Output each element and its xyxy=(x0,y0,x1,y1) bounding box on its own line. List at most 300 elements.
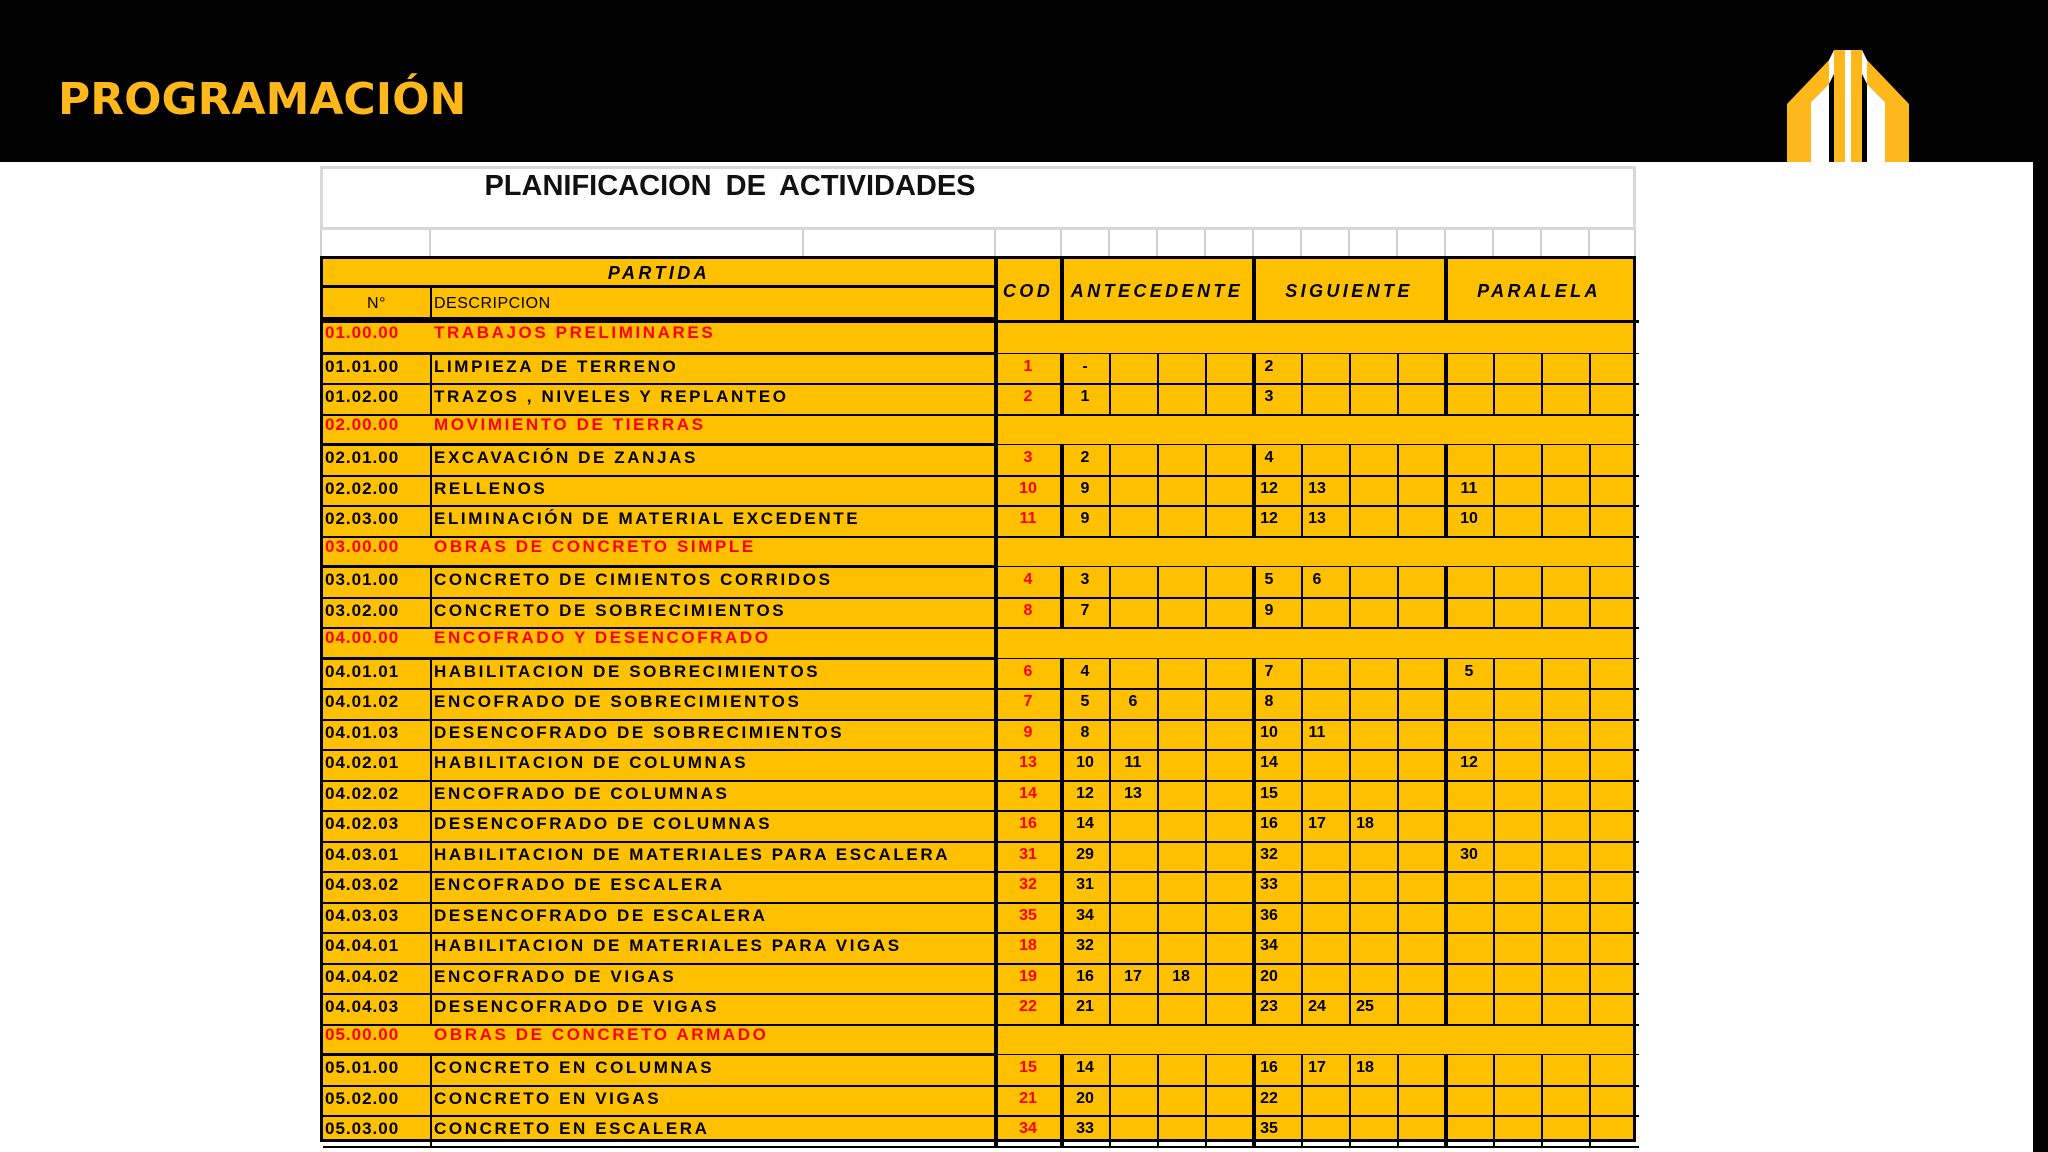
row-num: 04.03.03 xyxy=(325,905,400,925)
row-cod: 7 xyxy=(1023,693,1033,710)
col-line xyxy=(1541,384,1543,415)
col-line xyxy=(430,994,432,1025)
siguiente-value: 12 xyxy=(1260,479,1278,497)
col-line xyxy=(430,781,432,812)
row-cod: 22 xyxy=(1019,998,1037,1015)
col-line xyxy=(1493,872,1495,903)
row-desc: TRAZOS , NIVELES Y REPLANTEO xyxy=(434,387,789,406)
row-desc: RELLENOS xyxy=(434,478,548,498)
col-line xyxy=(1349,445,1351,476)
col-line xyxy=(1301,354,1303,385)
col-line xyxy=(1589,720,1591,751)
col-line xyxy=(1589,445,1591,476)
col-line xyxy=(1060,964,1064,995)
col-line xyxy=(430,964,432,995)
col-line xyxy=(1060,750,1064,781)
row-num: 04.02.03 xyxy=(325,814,400,833)
col-line xyxy=(1541,1055,1543,1086)
col-line xyxy=(1541,872,1543,903)
row-cod: 2 xyxy=(1023,388,1033,405)
col-line xyxy=(1444,567,1448,598)
col-line xyxy=(1349,598,1351,629)
col-line xyxy=(994,720,998,751)
siguiente-value: 32 xyxy=(1260,845,1278,863)
col-line xyxy=(1252,476,1256,507)
col-line xyxy=(1205,903,1207,934)
col-line xyxy=(1060,994,1064,1025)
col-line xyxy=(1589,598,1591,629)
col-line xyxy=(1252,720,1256,751)
grid-divider xyxy=(1204,230,1206,256)
antecedente-value: 31 xyxy=(1076,876,1094,893)
paralela-value: 5 xyxy=(1464,662,1474,680)
row-desc: ELIMINACIÓN DE MATERIAL EXCEDENTE xyxy=(434,509,861,528)
row-num: 04.04.02 xyxy=(325,966,400,986)
siguiente-value: 18 xyxy=(1356,1059,1374,1076)
col-line xyxy=(1444,964,1448,995)
col-line xyxy=(1252,659,1256,690)
row-cod: 1 xyxy=(1023,357,1033,375)
col-line xyxy=(1397,994,1399,1025)
row-cod: 32 xyxy=(1019,876,1037,893)
col-line xyxy=(1349,506,1351,537)
header-partida: PARTIDA xyxy=(607,263,711,283)
right-edge-strip xyxy=(2033,162,2048,1152)
antecedente-value: 4 xyxy=(1080,662,1090,680)
col-line xyxy=(1205,354,1207,385)
col-line xyxy=(1349,1086,1351,1117)
col-line xyxy=(1109,842,1111,873)
col-line xyxy=(1301,659,1303,690)
col-line xyxy=(1301,842,1303,873)
col-line xyxy=(1157,445,1159,476)
col-line xyxy=(1157,1055,1159,1086)
col-line xyxy=(1109,933,1111,964)
col-line xyxy=(1397,750,1399,781)
grid-divider xyxy=(1396,230,1398,256)
col-line xyxy=(1444,872,1448,903)
row-desc: HABILITACION DE COLUMNAS xyxy=(434,753,749,772)
row-cod: 13 xyxy=(1019,754,1037,771)
col-line xyxy=(1444,1086,1448,1117)
col-line xyxy=(1157,964,1159,995)
col-line xyxy=(1205,445,1207,476)
col-line xyxy=(1349,659,1351,690)
section-num: 01.00.00 xyxy=(325,323,400,342)
siguiente-value: 12 xyxy=(1260,510,1278,527)
row-cod: 19 xyxy=(1019,967,1037,985)
col-line xyxy=(1444,659,1448,690)
row-num: 03.01.00 xyxy=(325,570,400,589)
col-line xyxy=(1444,781,1448,812)
col-line xyxy=(994,476,998,507)
col-line xyxy=(1397,933,1399,964)
col-line xyxy=(1301,598,1303,629)
col-line xyxy=(1205,720,1207,751)
col-line xyxy=(1157,689,1159,720)
col-line xyxy=(1205,476,1207,507)
col-line xyxy=(1060,384,1064,415)
col-line xyxy=(1301,933,1303,964)
col-line xyxy=(1589,1116,1591,1147)
col-line xyxy=(1493,1055,1495,1086)
grid-divider xyxy=(1156,230,1158,256)
antecedente-value: 34 xyxy=(1076,906,1094,924)
col-line xyxy=(994,1025,998,1056)
col-line xyxy=(1060,842,1064,873)
row-num: 02.03.00 xyxy=(325,509,400,528)
col-line xyxy=(1109,384,1111,415)
antecedente-value: 17 xyxy=(1124,967,1142,985)
col-line xyxy=(1541,964,1543,995)
col-line xyxy=(1349,689,1351,720)
col-line xyxy=(1397,567,1399,598)
col-line xyxy=(1060,872,1064,903)
col-line xyxy=(1397,445,1399,476)
col-line xyxy=(1493,964,1495,995)
col-line xyxy=(994,842,998,873)
col-line xyxy=(1060,933,1064,964)
row-desc: DESENCOFRADO DE ESCALERA xyxy=(434,905,768,925)
col-line xyxy=(1109,964,1111,995)
grid-divider xyxy=(1588,230,1590,256)
col-line xyxy=(1589,933,1591,964)
col-line xyxy=(1493,1116,1495,1147)
col-line xyxy=(1060,903,1064,934)
col-line xyxy=(1205,1086,1207,1117)
col-line xyxy=(1444,842,1448,873)
col-line xyxy=(1349,476,1351,507)
col-line xyxy=(994,384,998,415)
col-line xyxy=(430,842,432,873)
grid-divider xyxy=(429,230,431,256)
col-line xyxy=(1493,476,1495,507)
col-line xyxy=(1301,689,1303,720)
col-line xyxy=(1301,903,1303,934)
col-line xyxy=(430,598,432,629)
col-line xyxy=(1541,994,1543,1025)
row-cod: 11 xyxy=(1019,510,1037,527)
grid-divider xyxy=(1540,230,1542,256)
col-line xyxy=(1060,811,1064,842)
spreadsheet-gridlines xyxy=(320,230,1636,256)
section-title: ENCOFRADO Y DESENCOFRADO xyxy=(434,628,771,647)
col-line xyxy=(1541,476,1543,507)
col-line xyxy=(1493,842,1495,873)
col-line xyxy=(1493,384,1495,415)
col-line xyxy=(1157,659,1159,690)
header-col-line xyxy=(1444,259,1448,323)
siguiente-value: 14 xyxy=(1260,754,1278,771)
col-line xyxy=(430,811,432,842)
col-line xyxy=(1301,384,1303,415)
col-line xyxy=(1157,506,1159,537)
col-line xyxy=(1541,720,1543,751)
siguiente-value: 36 xyxy=(1260,906,1278,924)
col-line xyxy=(1397,354,1399,385)
col-line xyxy=(1444,689,1448,720)
siguiente-value: 25 xyxy=(1356,998,1374,1015)
siguiente-value: 22 xyxy=(1260,1089,1278,1107)
col-line xyxy=(1157,567,1159,598)
siguiente-value: 13 xyxy=(1308,510,1326,527)
section-title: OBRAS DE CONCRETO ARMADO xyxy=(434,1024,769,1044)
col-line xyxy=(1444,903,1448,934)
antecedente-value: 16 xyxy=(1076,967,1094,985)
antecedente-value: - xyxy=(1082,357,1088,375)
col-line xyxy=(1493,659,1495,690)
row-desc: CONCRETO EN ESCALERA xyxy=(434,1119,710,1138)
col-line xyxy=(994,567,998,598)
siguiente-value: 24 xyxy=(1308,998,1326,1015)
col-line xyxy=(1589,567,1591,598)
row-desc: LIMPIEZA DE TERRENO xyxy=(434,356,679,376)
col-line xyxy=(1205,842,1207,873)
col-line xyxy=(1397,598,1399,629)
col-line xyxy=(1493,506,1495,537)
col-line xyxy=(1397,476,1399,507)
col-line xyxy=(430,750,432,781)
col-line xyxy=(1444,354,1448,385)
grid-divider xyxy=(1060,230,1062,256)
col-line xyxy=(1157,476,1159,507)
header-col-line xyxy=(994,259,998,323)
row-num: 01.02.00 xyxy=(325,387,400,406)
col-line xyxy=(1205,750,1207,781)
row-cod: 10 xyxy=(1019,479,1037,497)
col-line xyxy=(1109,781,1111,812)
col-line xyxy=(430,933,432,964)
col-line xyxy=(1252,750,1256,781)
antecedente-value: 11 xyxy=(1124,754,1142,771)
siguiente-value: 16 xyxy=(1260,1059,1278,1076)
col-line xyxy=(1252,567,1256,598)
row-desc: CONCRETO DE CIMIENTOS CORRIDOS xyxy=(434,570,833,589)
col-line xyxy=(1493,567,1495,598)
row-desc: ENCOFRADO DE VIGAS xyxy=(434,966,677,986)
col-line xyxy=(1541,903,1543,934)
row-num: 05.02.00 xyxy=(325,1088,400,1108)
col-line xyxy=(1252,1086,1256,1117)
col-line xyxy=(1060,354,1064,385)
row-num: 04.01.03 xyxy=(325,722,400,742)
col-line xyxy=(1060,781,1064,812)
col-line xyxy=(1060,720,1064,751)
siguiente-value: 13 xyxy=(1308,479,1326,497)
col-line xyxy=(1493,720,1495,751)
siguiente-value: 8 xyxy=(1264,693,1274,710)
row-line xyxy=(323,1146,1639,1148)
col-line xyxy=(1157,354,1159,385)
header-divider xyxy=(323,285,995,288)
col-line xyxy=(994,659,998,690)
row-cod: 35 xyxy=(1019,906,1037,924)
header-cod: COD xyxy=(1002,281,1054,301)
sheet-title-text: PLANIFICACION DE ACTIVIDADES xyxy=(484,170,976,202)
col-line xyxy=(994,354,998,385)
header-paralela: PARALELA xyxy=(1477,281,1601,301)
siguiente-value: 15 xyxy=(1260,784,1278,802)
col-line xyxy=(1301,872,1303,903)
antecedente-value: 20 xyxy=(1076,1089,1094,1107)
row-num: 04.01.01 xyxy=(325,661,400,681)
antecedente-value: 8 xyxy=(1080,723,1090,741)
col-line xyxy=(1349,811,1351,842)
col-line xyxy=(430,659,432,690)
col-line xyxy=(1205,567,1207,598)
col-line xyxy=(1205,811,1207,842)
col-line xyxy=(1397,811,1399,842)
antecedente-value: 1 xyxy=(1080,388,1090,405)
col-line xyxy=(994,781,998,812)
col-line xyxy=(1157,384,1159,415)
row-desc: CONCRETO DE SOBRECIMIENTOS xyxy=(434,600,787,620)
antecedente-value: 14 xyxy=(1076,815,1094,832)
col-line xyxy=(1109,872,1111,903)
sheet-title xyxy=(0,170,1316,203)
section-num: 02.00.00 xyxy=(325,414,400,434)
row-desc: EXCAVACIÓN DE ZANJAS xyxy=(434,448,698,467)
col-line xyxy=(1444,811,1448,842)
col-line xyxy=(1541,933,1543,964)
siguiente-value: 11 xyxy=(1308,723,1326,741)
col-line xyxy=(1397,384,1399,415)
col-line xyxy=(1444,598,1448,629)
col-line xyxy=(1589,964,1591,995)
col-line xyxy=(994,811,998,842)
row-cod: 21 xyxy=(1019,1089,1037,1107)
col-line xyxy=(1349,842,1351,873)
col-line xyxy=(1252,964,1256,995)
col-line xyxy=(430,903,432,934)
section-num: 05.00.00 xyxy=(325,1024,400,1044)
col-line xyxy=(1109,567,1111,598)
siguiente-value: 6 xyxy=(1312,571,1322,588)
col-line xyxy=(1157,598,1159,629)
col-line xyxy=(1349,903,1351,934)
row-desc: HABILITACION DE MATERIALES PARA ESCALERA xyxy=(434,844,951,864)
col-line xyxy=(1252,811,1256,842)
col-line xyxy=(430,506,432,537)
antecedente-value: 14 xyxy=(1076,1059,1094,1076)
col-line xyxy=(1060,445,1064,476)
col-line xyxy=(1541,598,1543,629)
col-line xyxy=(1349,384,1351,415)
col-line xyxy=(1157,872,1159,903)
grid-divider xyxy=(1252,230,1254,256)
col-line xyxy=(1252,354,1256,385)
col-line xyxy=(1060,598,1064,629)
col-line xyxy=(1589,872,1591,903)
col-line xyxy=(1349,720,1351,751)
col-line xyxy=(1397,842,1399,873)
col-line xyxy=(1060,506,1064,537)
col-line xyxy=(1301,445,1303,476)
col-line xyxy=(1589,903,1591,934)
row-cod: 34 xyxy=(1019,1120,1037,1137)
col-line xyxy=(430,872,432,903)
col-line xyxy=(994,903,998,934)
col-line xyxy=(1252,872,1256,903)
header-divider xyxy=(430,287,432,319)
col-line xyxy=(1589,750,1591,781)
col-line xyxy=(1589,1086,1591,1117)
slide-title: PROGRAMACIÓN xyxy=(58,74,467,125)
col-line xyxy=(1157,781,1159,812)
col-line xyxy=(1252,506,1256,537)
col-line xyxy=(994,445,998,476)
col-line xyxy=(1157,994,1159,1025)
col-line xyxy=(430,567,432,598)
company-logo-icon xyxy=(1787,48,1909,162)
col-line xyxy=(1589,781,1591,812)
row-num: 03.02.00 xyxy=(325,600,400,620)
section-num: 04.00.00 xyxy=(325,628,400,647)
col-line xyxy=(1252,1055,1256,1086)
col-line xyxy=(1109,354,1111,385)
section-title: OBRAS DE CONCRETO SIMPLE xyxy=(434,536,756,556)
row-cod: 9 xyxy=(1023,723,1033,741)
header-descripcion: DESCRIPCION xyxy=(434,295,551,312)
col-line xyxy=(1301,811,1303,842)
col-line xyxy=(1541,750,1543,781)
row-num: 04.04.03 xyxy=(325,997,400,1016)
col-line xyxy=(1444,384,1448,415)
col-line xyxy=(1541,567,1543,598)
col-line xyxy=(1205,659,1207,690)
col-line xyxy=(1493,354,1495,385)
col-line xyxy=(1349,994,1351,1025)
col-line xyxy=(430,445,432,476)
header-num: N° xyxy=(367,295,386,312)
col-line xyxy=(1493,781,1495,812)
antecedente-value: 21 xyxy=(1076,998,1094,1015)
siguiente-value: 5 xyxy=(1264,571,1274,588)
col-line xyxy=(1397,506,1399,537)
paralela-value: 12 xyxy=(1460,754,1478,771)
col-line xyxy=(1060,659,1064,690)
col-line xyxy=(430,476,432,507)
row-desc: CONCRETO EN COLUMNAS xyxy=(434,1058,715,1077)
col-line xyxy=(1444,445,1448,476)
antecedente-value: 10 xyxy=(1076,754,1094,771)
siguiente-value: 17 xyxy=(1308,1059,1326,1076)
col-line xyxy=(1157,1116,1159,1147)
col-line xyxy=(1205,964,1207,995)
col-line xyxy=(1252,689,1256,720)
antecedente-value: 9 xyxy=(1080,479,1090,497)
col-line xyxy=(1301,1116,1303,1147)
siguiente-value: 4 xyxy=(1264,449,1274,466)
col-line xyxy=(1397,689,1399,720)
col-line xyxy=(1252,384,1256,415)
antecedente-value: 29 xyxy=(1076,845,1094,863)
row-desc: HABILITACION DE MATERIALES PARA VIGAS xyxy=(434,936,902,955)
grid-divider xyxy=(994,230,996,256)
antecedente-value: 12 xyxy=(1076,784,1094,802)
antecedente-value: 13 xyxy=(1124,784,1142,802)
grid-divider xyxy=(1348,230,1350,256)
col-line xyxy=(1493,445,1495,476)
col-line xyxy=(1060,1055,1064,1086)
grid-divider xyxy=(1108,230,1110,256)
row-desc: ENCOFRADO DE ESCALERA xyxy=(434,875,725,894)
siguiente-value: 2 xyxy=(1264,357,1274,375)
col-line xyxy=(994,598,998,629)
col-line xyxy=(1252,994,1256,1025)
siguiente-value: 35 xyxy=(1260,1120,1278,1137)
col-line xyxy=(1397,781,1399,812)
